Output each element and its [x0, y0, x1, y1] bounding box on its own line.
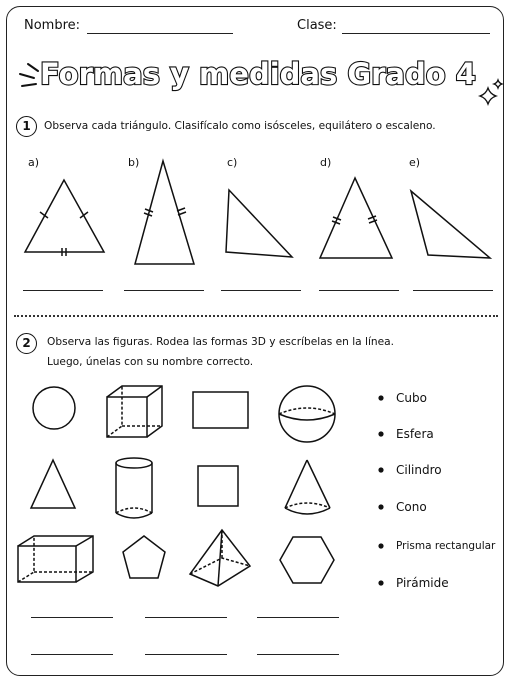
shape-answer-line-2[interactable]: [145, 617, 227, 618]
sphere-shape: [279, 386, 335, 442]
section-2-instruction-line1: Observa las figuras. Rodea las formas 3D y escríbelas en la línea.: [47, 336, 394, 348]
hexagon-shape: [280, 537, 334, 583]
triangle-a-label: a): [28, 156, 40, 169]
square-shape: [198, 466, 238, 506]
option-cubo[interactable]: Cubo: [396, 391, 427, 405]
option-prisma-rectangular[interactable]: Prisma rectangular: [396, 540, 496, 552]
section-2-instruction-line2: Luego, únelas con su nombre correcto.: [47, 356, 254, 368]
option-esfera[interactable]: Esfera: [396, 427, 434, 441]
section-1-instruction: Observa cada triángulo. Clasifícalo como isósceles, equilátero o escaleno.: [44, 120, 436, 132]
class-label: Clase:: [297, 18, 337, 33]
cylinder-shape: [116, 458, 152, 518]
shape-answer-line-1[interactable]: [31, 617, 113, 618]
pyramid-shape: [190, 530, 250, 586]
triangle-c-label: c): [227, 156, 238, 169]
cube-shape: [107, 386, 162, 437]
section-1-number: 1: [16, 116, 37, 137]
shape-answer-line-4[interactable]: [31, 654, 113, 655]
shape-answer-line-3[interactable]: [257, 617, 339, 618]
shape-answer-line-5[interactable]: [145, 654, 227, 655]
name-label: Nombre:: [24, 18, 81, 33]
option-cilindro[interactable]: Cilindro: [396, 463, 442, 477]
option-cono[interactable]: Cono: [396, 500, 427, 514]
section-2-number: 2: [16, 333, 37, 354]
option-piramide[interactable]: Pirámide: [396, 576, 449, 590]
rectangle-shape: [193, 392, 248, 428]
title-text: Formas y medidas Grado 4: [40, 57, 476, 91]
pentagon-shape: [123, 536, 165, 578]
cone-shape: [285, 460, 330, 514]
rectangular-prism-shape: [18, 536, 93, 582]
triangle-e-label: e): [409, 156, 421, 169]
triangle-d-label: d): [320, 156, 332, 169]
circle-shape: [33, 387, 75, 429]
triangle-b-label: b): [128, 156, 140, 169]
triangle-shape: [31, 460, 75, 508]
shape-answer-line-6[interactable]: [257, 654, 339, 655]
